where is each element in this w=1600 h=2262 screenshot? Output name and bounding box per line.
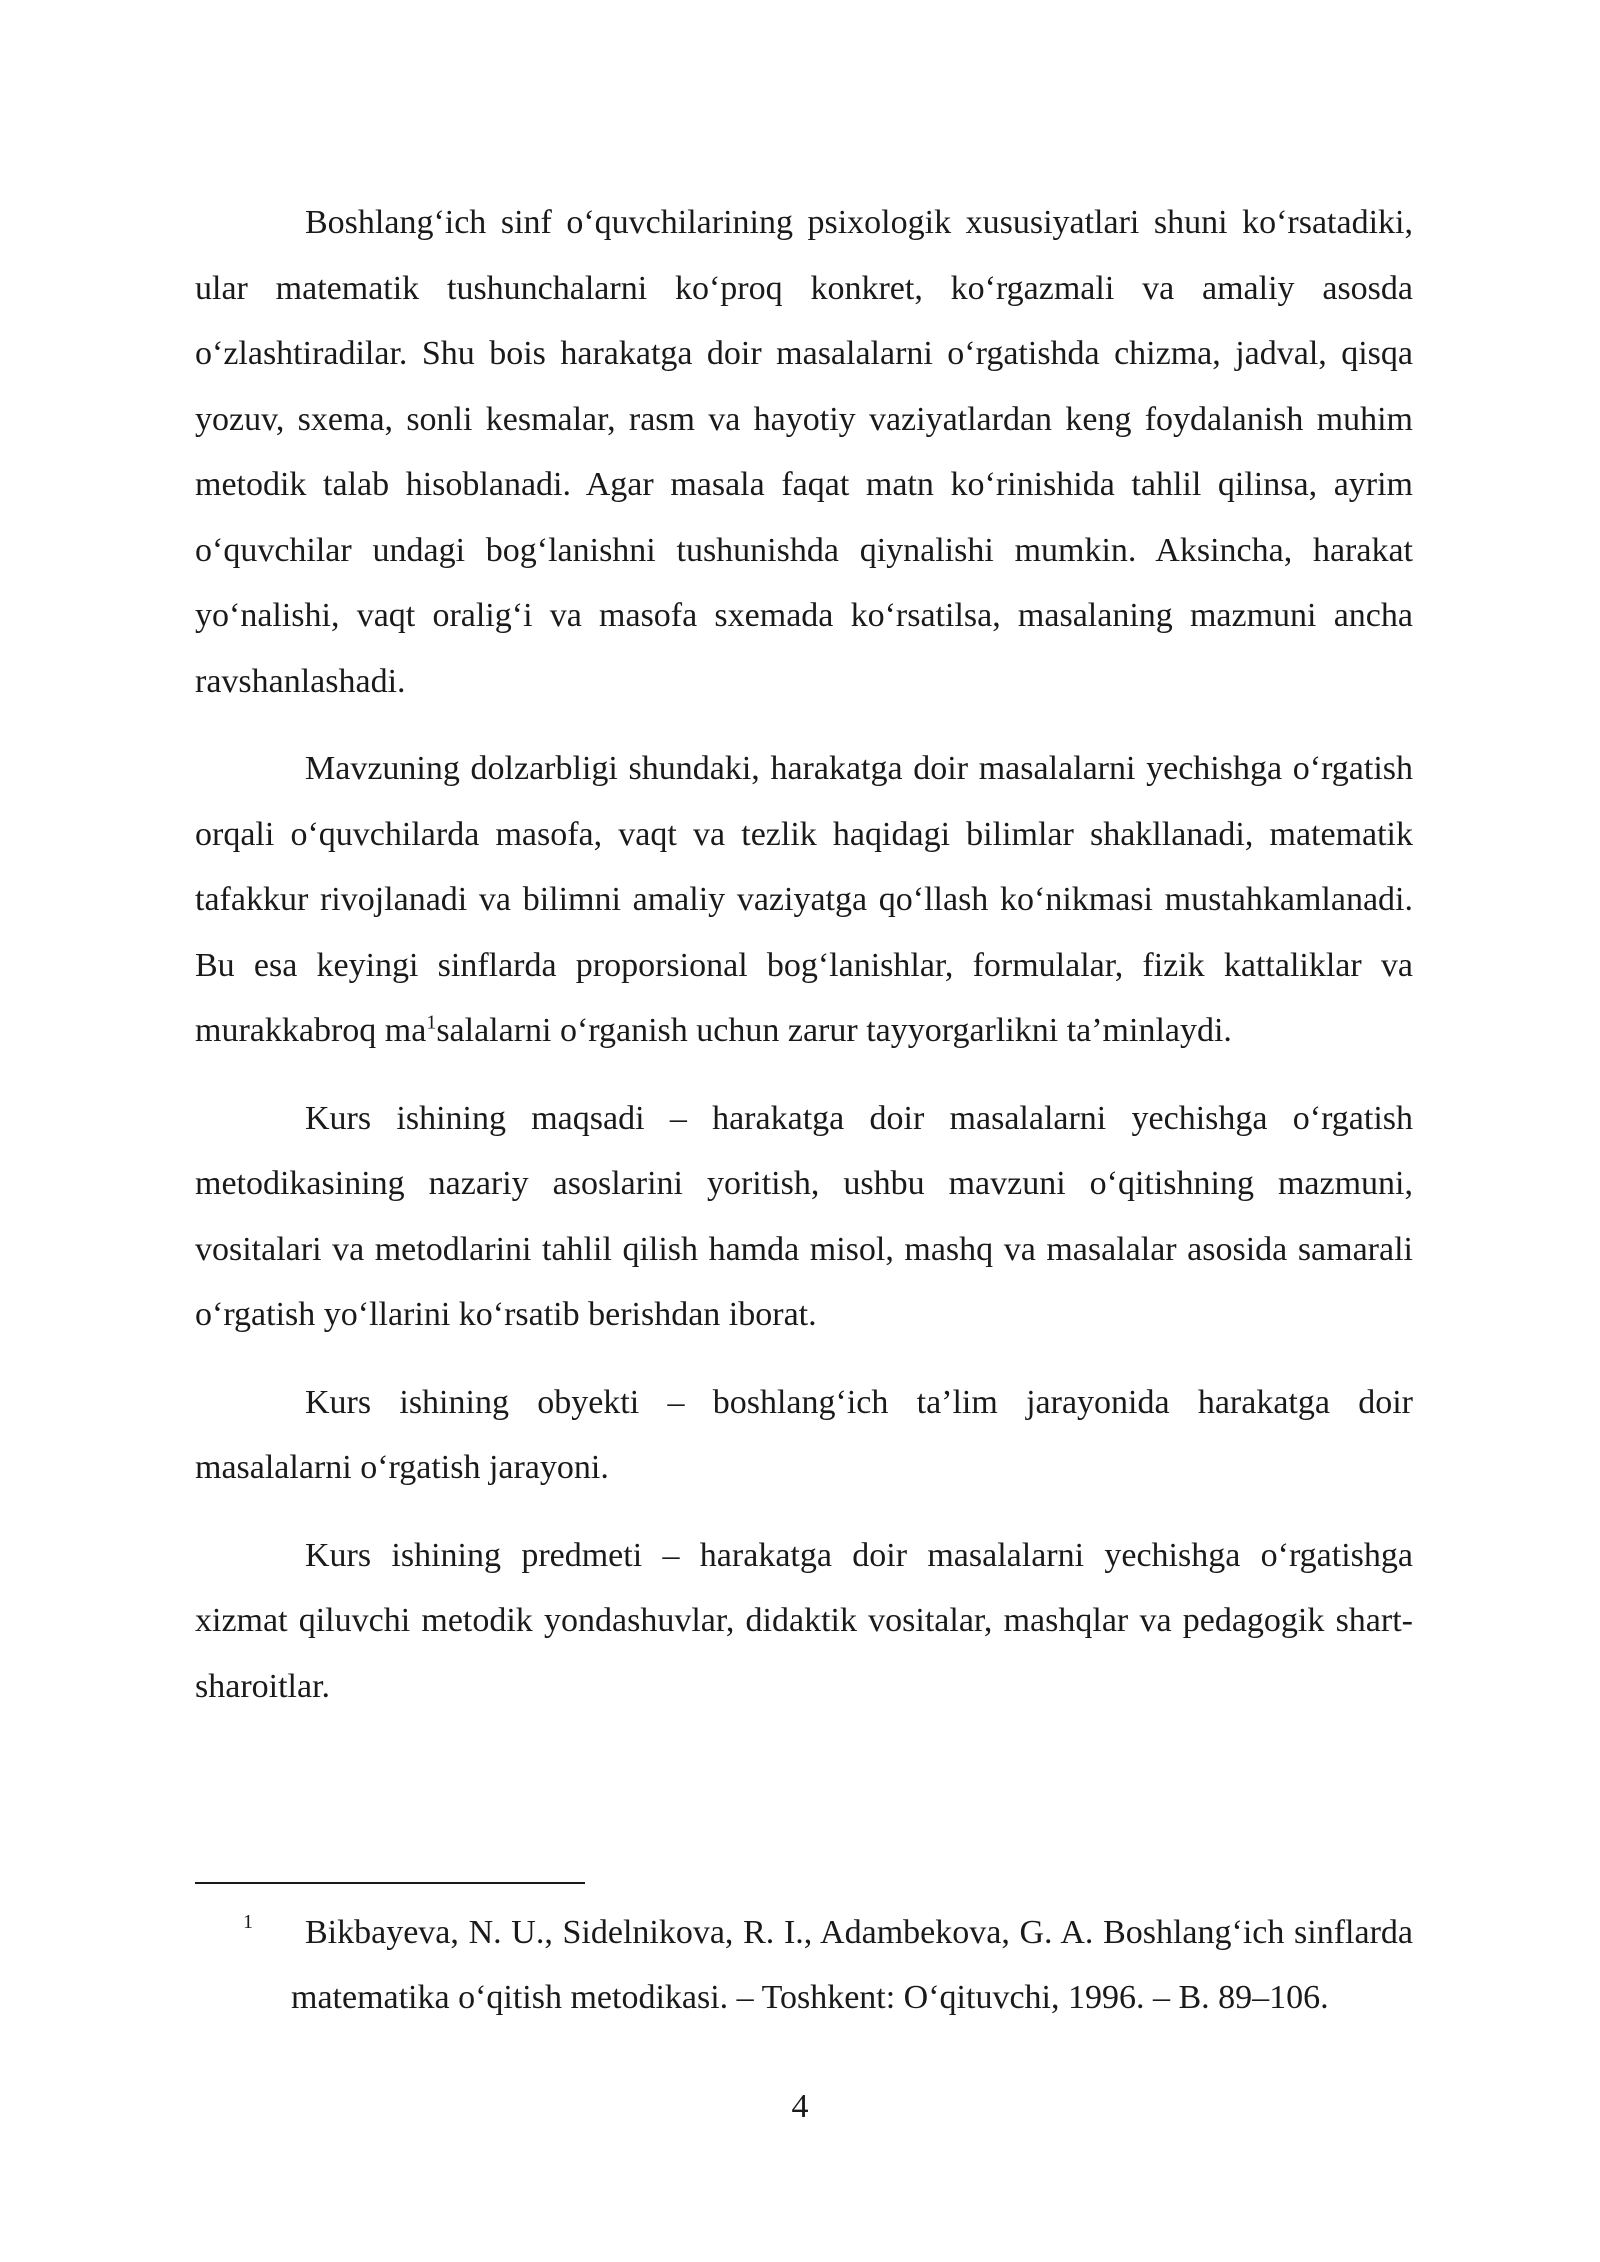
footnote-reference[interactable]: 1: [426, 1011, 437, 1034]
paragraph-subject: Kurs ishining predmeti – harakatga doir masalalarni yechishga o‘rgatishga xizmat qiluvchi metodik yondashuvlar, didaktik vositalar, mashqlar va pedagogik shart-sharoitlar.: [195, 1536, 1413, 1705]
footnote: [195, 1900, 1413, 2030]
paragraph-relevance-text-after: salalarni o‘rganish uchun zarur tayyorgarlikni ta’minlaydi.: [436, 1012, 1232, 1049]
footnote-separator: [195, 1882, 585, 1884]
paragraph-goal: Kurs ishining maqsadi – harakatga doir masalalarni yechishga o‘rgatish metodikasining nazariy asoslarini yoritish, ushbu mavzuni o‘qitishning mazmuni, vositalari va metodlarini tahlil qilish hamda misol, mashq va masalalar asosida samarali o‘rgatish yo‘llarini ko‘rsatib berishdan iborat.: [195, 1099, 1413, 1333]
footnote-marker: 1: [243, 1911, 253, 1933]
paragraph-relevance-text-before: Mavzuning dolzarbligi shundaki, harakatga doir masalalarni yechishga o‘rgatish orqali o‘quvchilarda masofa, vaqt va tezlik haqidagi bilimlar shakllanadi, matematik tafakkur rivojlanadi va bilimni amaliy vaziyatga qo‘llash ko‘nikmasi mustahkamlanadi. Bu esa keyingi sinflarda proporsional bog‘lanishlar, formulalar, fizik kattaliklar va murakkabroq ma: [195, 750, 1413, 1049]
paragraph-psychology: Boshlang‘ich sinf o‘quvchilarining psixologik xususiyatlari shuni ko‘rsatadiki, ular matematik tushunchalarni ko‘proq konkret, ko‘rgazmali va amaliy asosda o‘zlashtiradilar. Shu bois harakatga doir masalalarni o‘rgatishda chizma, jadval, qisqa yozuv, sxema, sonli kesmalar, rasm va hayotiy vaziyatlardan keng foydalanish muhim metodik talab hisoblanadi. Agar masala faqat matn ko‘rinishida tahlil qilinsa, ayrim o‘quvchilar undagi bog‘lanishni tushunishda qiynalishi mumkin. Aksincha, harakat yo‘nalishi, vaqt oralig‘i va masofa sxemada ko‘rsatilsa, masalaning mazmuni ancha ravshanlashadi.: [195, 204, 1413, 700]
paragraph-object: Kurs ishining obyekti – boshlang‘ich ta’lim jarayonida harakatga doir masalalarni o‘rgatish jarayoni.: [195, 1383, 1413, 1486]
page-number: 4: [791, 2088, 809, 2125]
body-text: [195, 190, 1413, 1741]
paragraph-relevance: [195, 736, 1413, 1064]
footnote-text: Bikbayeva, N. U., Sidelnikova, R. I., Adambekova, G. A. Boshlang‘ich sinflarda matematika o‘qitish metodikasi. – Toshkent: O‘qituvchi, 1996. – B. 89–106.: [291, 1914, 1413, 2016]
